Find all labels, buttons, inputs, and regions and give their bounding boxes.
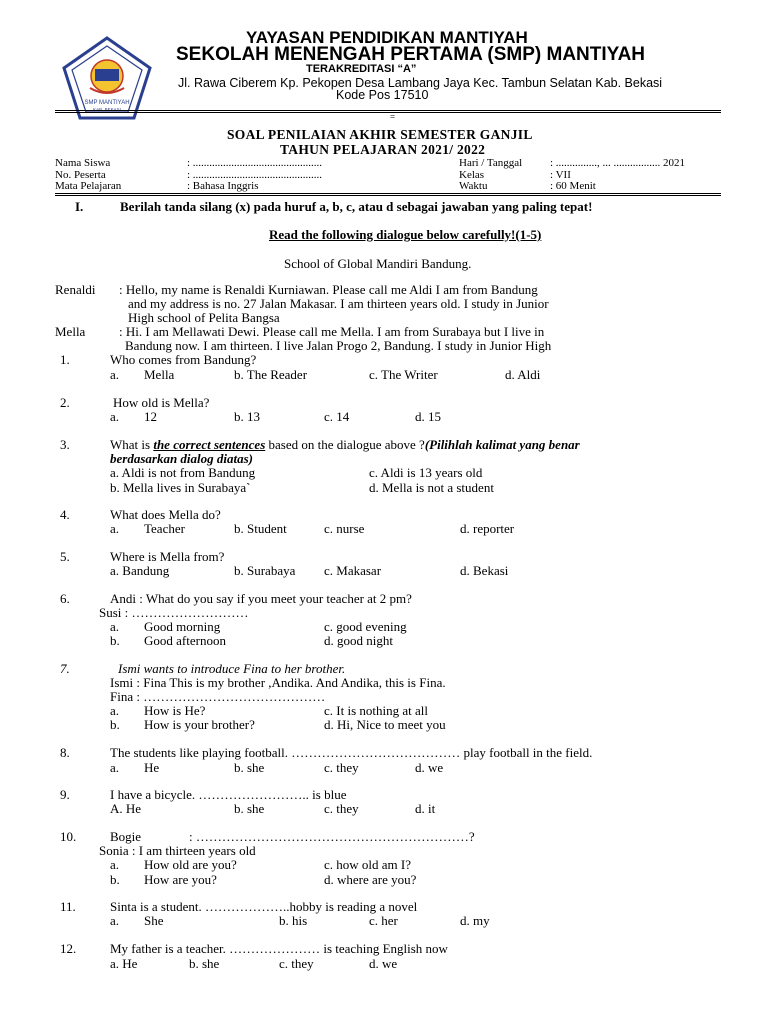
option-a-text[interactable]: 12 [144,409,157,424]
option-d[interactable]: d. 15 [415,409,441,424]
info-value-date[interactable]: : ..............., ... ................. 2021 [550,157,686,169]
option-c[interactable]: c. her [369,913,398,928]
option-b[interactable]: b. [110,717,120,732]
option-c[interactable]: c. how old am I? [324,857,412,872]
question-text: What does Mella do? [110,507,221,522]
option-a[interactable]: a. Bandung [110,563,170,578]
question-text: Where is Mella from? [110,549,225,564]
option-a[interactable]: a. [110,760,120,775]
info-value-participant[interactable]: : ............................................... [187,169,323,181]
option-b[interactable]: b. his [279,913,308,928]
school-name: SEKOLAH MENENGAH PERTAMA (SMP) MANTIYAH [176,44,646,65]
question-text: Ismi wants to introduce Fina to her brother. [118,661,346,676]
speaker-mella: Mella [55,324,86,339]
section-instruction: Berilah tanda silang (x) pada huruf a, b, c, atau d sebagai jawaban yang paling tepat! [120,199,593,214]
question-number: 11. [60,899,76,914]
option-d[interactable]: d. good night [324,633,393,648]
option-b[interactable]: b. she [189,956,220,971]
reading-instruction: Read the following dialogue below carefully!(1-5) [269,227,542,242]
question-number: 12. [60,941,77,956]
question-number: 6. [60,591,70,606]
option-b[interactable]: b. [110,633,120,648]
option-a[interactable]: a. [110,857,120,872]
option-a[interactable]: a. [110,367,120,382]
dialogue-blank: Susi : ……………………… [99,605,249,620]
option-d[interactable]: d. we [369,956,398,971]
info-label-time: Waktu [459,180,488,192]
info-divider [55,193,721,196]
dialogue-line: and my address is no. 27 Jalan Makasar. I am thirteen years old. I study in Junior [128,296,549,311]
question-number: 8. [60,745,70,760]
option-a[interactable]: a. He [110,956,138,971]
logo-text: SMP MANTIYAH [84,100,130,106]
option-c[interactable]: c. It is nothing at all [324,703,428,718]
option-a-text[interactable]: He [144,760,160,775]
option-d[interactable]: d. it [415,801,436,816]
dialogue-line: : Hello, my name is Renaldi Kurniawan. Please call me Aldi I am from Bandung [119,282,538,297]
option-c[interactable]: c. they [279,956,314,971]
question-text: My father is a teacher. ………………… is teaching English now [110,941,448,956]
option-c[interactable]: c. 14 [324,409,350,424]
accreditation: TERAKREDITASI “A” [306,63,417,75]
info-label-participant: No. Peserta [55,169,106,181]
dialogue-blank: : ………………………………………………………? [189,829,475,844]
info-value-time: : 60 Menit [550,180,596,192]
info-label-date: Hari / Tanggal [459,157,523,169]
header-divider [55,110,721,113]
option-a-text[interactable]: How old are you? [144,857,237,872]
school-logo [62,36,152,120]
postal-code: Kode Pos 17510 [336,88,429,102]
option-a[interactable]: a. [110,703,120,718]
info-label-name: Nama Siswa [55,157,111,169]
option-c[interactable]: c. nurse [324,521,365,536]
option-a-text[interactable]: She [144,913,164,928]
option-b-text[interactable]: How are you? [144,872,217,887]
logo-subtext: KAB. BEKASI [93,107,121,112]
option-b[interactable]: b. she [234,801,265,816]
question-number: 2. [60,395,70,410]
option-b[interactable]: b. The Reader [234,367,308,382]
option-a[interactable]: a. [110,619,120,634]
question-text-cont: berdasarkan dialog diatas) [110,451,254,466]
info-label-class: Kelas [459,169,485,181]
option-a-text[interactable]: Mella [144,367,175,382]
option-a-text[interactable]: Good morning [144,619,221,634]
question-text: Sinta is a student. ………………..hobby is reading a novel [110,899,418,914]
option-d[interactable]: d. my [460,913,490,928]
option-a-text[interactable]: How is He? [144,703,206,718]
option-a[interactable]: a. [110,409,120,424]
option-d[interactable]: d. Mella is not a student [369,480,494,495]
option-d[interactable]: d. Bekasi [460,563,509,578]
question-number: 9. [60,787,70,802]
question-text: How old is Mella? [113,395,210,410]
option-d[interactable]: d. reporter [460,521,515,536]
dialogue-blank: Fina : …………………………………… [110,689,326,704]
dialogue-title: School of Global Mandiri Bandung. [284,256,472,271]
info-label-subject: Mata Pelajaran [55,180,122,192]
option-d[interactable]: d. where are you? [324,872,417,887]
option-b-text[interactable]: How is your brother? [144,717,255,732]
dialogue-line: : Hi. I am Mellawati Dewi. Please call me Mella. I am from Surabaya but I live in [119,324,545,339]
dialogue-line: Sonia : I am thirteen years old [99,843,256,858]
option-b[interactable]: b. Mella lives in Surabaya` [110,480,251,495]
question-text: Who comes from Bandung? [110,352,257,367]
option-c[interactable]: c. they [324,760,359,775]
option-d[interactable]: d. Aldi [505,367,541,382]
question-speaker: Bogie [110,829,142,844]
option-b[interactable]: b. 13 [234,409,260,424]
info-value-class: : VII [550,169,571,181]
option-a[interactable]: A. He [110,801,142,816]
option-c[interactable]: c. good evening [324,619,407,634]
question-number: 1. [60,352,70,367]
dialogue-line: High school of Pelita Bangsa [128,310,280,325]
section-number: I. [75,199,84,214]
option-b[interactable]: b. [110,872,120,887]
dialogue-line: Ismi : Fina This is my brother ,Andika. And Andika, this is Fina. [110,675,446,690]
option-b[interactable]: b. Student [234,521,287,536]
option-a[interactable]: a. [110,521,120,536]
option-c[interactable]: c. Aldi is 13 years old [369,465,483,480]
question-number: 4. [60,507,70,522]
option-b[interactable]: b. she [234,760,265,775]
question-text: Andi : What do you say if you meet your teacher at 2 pm? [110,591,412,606]
foundation-name: YAYASAN PENDIDIKAN MANTIYAH [246,28,528,47]
info-value-subject: : Bahasa Inggris [187,180,259,192]
question-number: 3. [60,437,70,452]
question-number: 7. [60,661,70,676]
speaker-renaldi: Renaldi [55,282,96,297]
option-b-text[interactable]: Good afternoon [144,633,226,648]
dialogue-line: Bandung now. I am thirteen. I live Jalan Progo 2, Bandung. I study in Junior High [125,338,552,353]
exam-year: TAHUN PELAJARAN 2021/ 2022 [280,142,486,157]
exam-title: SOAL PENILAIAN AKHIR SEMESTER GANJIL [227,127,533,142]
option-c[interactable]: c. The Writer [369,367,438,382]
option-d[interactable]: d. we [415,760,444,775]
option-c[interactable]: c. they [324,801,359,816]
school-address: Jl. Rawa Ciberem Kp. Pekopen Desa Lambang Jaya Kec. Tambun Selatan Kab. Bekasi [178,76,663,90]
question-text: I have a bicycle. …………………….. is blue [110,787,347,802]
option-d[interactable]: d. Hi, Nice to meet you [324,717,446,732]
option-a[interactable]: a. [110,913,120,928]
info-value-name[interactable]: : ............................................... [187,157,323,169]
option-b[interactable]: b. Surabaya [234,563,296,578]
question-number: 5. [60,549,70,564]
option-c[interactable]: c. Makasar [324,563,382,578]
question-text: The students like playing football. ………………………………… play football in the field. [110,745,593,760]
option-a-text[interactable]: Teacher [144,521,185,536]
question-number: 10. [60,829,77,844]
question-text: What is the correct sentences based on the dialogue above ?(Pilihlah kalimat yang benar [110,437,580,452]
option-a[interactable]: a. Aldi is not from Bandung [110,465,256,480]
